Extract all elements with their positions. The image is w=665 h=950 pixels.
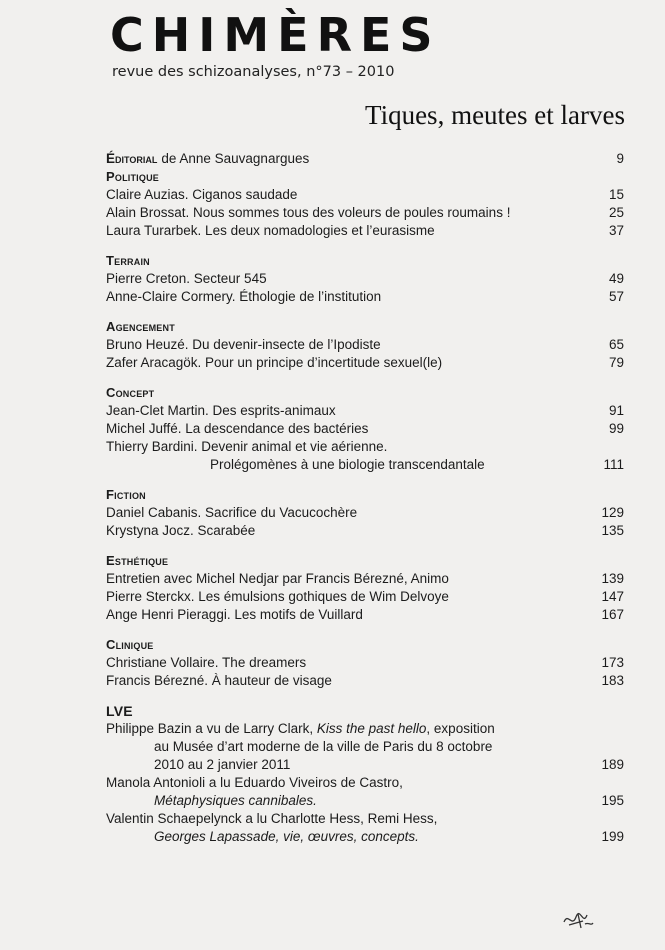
page-number: 99 — [608, 421, 624, 436]
page-number: 57 — [608, 289, 624, 304]
entry-line: Christiane Vollaire. The dreamers — [106, 655, 307, 670]
italic-title: Georges Lapassade, vie, œuvres, concepts. — [154, 829, 419, 844]
toc-section — [106, 252, 624, 306]
toc-section — [106, 552, 624, 624]
entry-line: Alain Brossat. Nous sommes tous des voleurs de poules roumains ! — [106, 205, 511, 220]
entry-line: Claire Auzias. Ciganos saudade — [106, 187, 298, 202]
table-of-contents — [106, 150, 624, 846]
toc-entry[interactable] — [106, 354, 624, 372]
toc-entry[interactable] — [106, 204, 624, 222]
lve-section — [106, 702, 624, 846]
entry-line: au Musée d’art moderne de la ville de Paris du 8 octobre — [154, 739, 493, 754]
page-number: 139 — [601, 571, 624, 586]
page-number: 79 — [608, 355, 624, 370]
entry-line: Pierre Creton. Secteur 545 — [106, 271, 267, 286]
section-heading-lve: LVE — [106, 703, 133, 719]
entry-line: Manola Antonioli a lu Eduardo Viveiros de Castro, — [106, 775, 403, 790]
page-number: 91 — [608, 403, 624, 418]
entry-line: 2010 au 2 janvier 2011 — [154, 757, 291, 772]
italic-title: Métaphysiques cannibales. — [154, 793, 317, 808]
entry-line: Prolégomènes à une biologie transcendantale — [210, 457, 485, 472]
page-number: 129 — [601, 505, 624, 520]
page-number: 189 — [601, 757, 624, 772]
toc-entry[interactable] — [106, 438, 624, 474]
page-number: 49 — [608, 271, 624, 286]
entry-line — [106, 828, 437, 846]
page-number: 183 — [601, 673, 624, 688]
subtitle: revue des schizoanalyses, n°73 – 2010 — [112, 64, 395, 80]
entry-line: Laura Turarbek. Les deux nomadologies et l’eurasisme — [106, 223, 435, 238]
toc-section — [106, 318, 624, 372]
section-heading: Clinique — [106, 637, 154, 652]
entry-line: Francis Bérezné. À hauteur de visage — [106, 673, 332, 688]
toc-entry[interactable] — [106, 588, 624, 606]
page-number: 65 — [608, 337, 624, 352]
entry-line: Valentin Schaepelynck a lu Charlotte Hess, Remi Hess, — [106, 811, 438, 826]
entry-line: Krystyna Jocz. Scarabée — [106, 523, 256, 538]
toc-entry-editorial[interactable] — [106, 150, 624, 168]
entry-line: Daniel Cabanis. Sacrifice du Vacucochère — [106, 505, 358, 520]
section-heading: Terrain — [106, 253, 150, 268]
toc-entry[interactable] — [106, 774, 624, 810]
toc-entry[interactable] — [106, 522, 624, 540]
page-number: 147 — [601, 589, 624, 604]
toc-entry[interactable] — [106, 654, 624, 672]
page-number: 195 — [601, 793, 624, 808]
entry-line: Pierre Sterckx. Les émulsions gothiques de Wim Delvoye — [106, 589, 449, 604]
toc-section — [106, 486, 624, 540]
toc-entry[interactable] — [106, 606, 624, 624]
toc-entry[interactable] — [106, 288, 624, 306]
entry-line: Entretien avec Michel Nedjar par Francis Bérezné, Animo — [106, 571, 449, 586]
page-number: 199 — [601, 829, 624, 844]
toc-section — [106, 384, 624, 474]
page-number: 111 — [603, 457, 624, 472]
toc-entry[interactable] — [106, 186, 624, 204]
editorial-label: Éditorial — [106, 151, 158, 166]
page-number: 9 — [616, 151, 624, 166]
italic-title: Kiss the past hello — [316, 721, 427, 736]
signature-mark-icon — [561, 908, 595, 932]
page-number: 135 — [601, 523, 624, 538]
section-heading: Fiction — [106, 487, 146, 502]
entry-line: Anne-Claire Cormery. Éthologie de l’institution — [106, 289, 382, 304]
section-heading: Concept — [106, 385, 155, 400]
entry-line: Ange Henri Pieraggi. Les motifs de Vuillard — [106, 607, 363, 622]
entry-line: Jean-Clet Martin. Des esprits-animaux — [106, 403, 336, 418]
page-number: 25 — [608, 205, 624, 220]
entry-line — [106, 792, 403, 810]
section-heading: Esthétique — [106, 553, 169, 568]
section-heading: Politique — [106, 169, 159, 184]
toc-entry[interactable] — [106, 810, 624, 846]
toc-section — [106, 168, 624, 240]
page-number: 167 — [601, 607, 624, 622]
editorial-text: de Anne Sauvagnargues — [161, 151, 310, 166]
toc-entry[interactable] — [106, 570, 624, 588]
editorial-section — [106, 150, 624, 168]
entry-line: Bruno Heuzé. Du devenir-insecte de l’Ipodiste — [106, 337, 381, 352]
toc-entry[interactable] — [106, 720, 624, 774]
entry-line: Thierry Bardini. Devenir animal et vie aérienne. — [106, 439, 388, 454]
toc-entry[interactable] — [106, 402, 624, 420]
page-number: 37 — [608, 223, 624, 238]
page-number: 173 — [601, 655, 624, 670]
section-heading: Agencement — [106, 319, 175, 334]
toc-entry[interactable] — [106, 270, 624, 288]
toc-section — [106, 636, 624, 690]
toc-entry[interactable] — [106, 420, 624, 438]
entry-line: Zafer Aracagök. Pour un principe d’incertitude sexuel(le) — [106, 355, 443, 370]
toc-entry[interactable] — [106, 222, 624, 240]
toc-entry[interactable] — [106, 672, 624, 690]
toc-entry[interactable] — [106, 504, 624, 522]
entry-line: Philippe Bazin a vu de Larry Clark, Kiss the past hello, exposition — [106, 721, 495, 736]
masthead: CHIMÈRES — [110, 8, 441, 62]
entry-line: Michel Juffé. La descendance des bactéries — [106, 421, 369, 436]
toc-entry[interactable] — [106, 336, 624, 354]
issue-title: Tiques, meutes et larves — [365, 100, 625, 130]
page-number: 15 — [608, 187, 624, 202]
